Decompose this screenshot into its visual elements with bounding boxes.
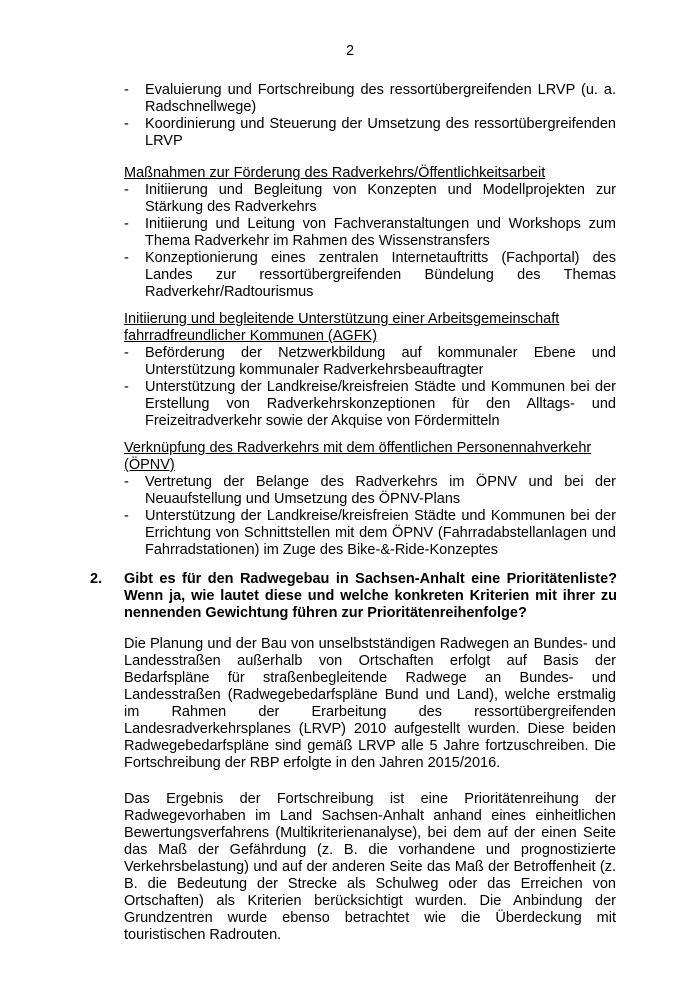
answer-paragraph: Das Ergebnis der Fortschreibung ist eine Prioritätenreihung der Radwegevorhaben im Land Sachsen-Anhalt anhand eines einheitlichen Bewertungsverfahrens (Multikriterienanalyse), bei dem auf der einen Seite das Maß der Gefährdung (z. B. die vorhandene und prognostizierte Verkehrsbelastung) und auf der anderen Seite das Maß der Betroffenheit (z. B. die Bedeutung der Strecke als Schulweg oder das Erreichen von Ortschaften) als Kriterien berücksichtigt wurden. Die Anbindung der Grundzentren wurde ebenso betrachtet wie die Überdeckung mit touristischen Radrouten.	[124, 791, 616, 943]
bullet-dash: -	[124, 82, 129, 98]
list-item: - Konzeptionierung eines zentralen Internetauftritts (Fachportal) des Landes zur ressortübergreifenden Bündelung des Themas Radverkehr/Radtourismus	[124, 250, 616, 300]
bullet-dash: -	[124, 379, 129, 395]
top-list	[124, 82, 616, 150]
list-item: - Initiierung und Leitung von Fachveranstaltungen und Workshops zum Thema Radverkehr im Rahmen des Wissenstransfers	[124, 216, 616, 249]
list-item: - Unterstützung der Landkreise/kreisfreien Städte und Kommunen bei der Erstellung von Radverkehrskonzeptionen für den Alltags- und Freizeitradverkehr sowie der Akquise von Fördermitteln	[124, 379, 616, 429]
list-item: - Vertretung der Belange des Radverkehrs im ÖPNV und bei der Neuaufstellung und Umsetzung des ÖPNV-Plans	[124, 474, 616, 507]
section-heading: Verknüpfung des Radverkehrs mit dem öffentlichen Personennahverkehr (ÖPNV)	[124, 440, 592, 473]
answer-paragraph: Die Planung und der Bau von unselbstständigen Radwegen an Bundes- und Landesstraßen außerhalb von Ortschaften erfolgt auf Basis der Bedarfspläne für straßenbegleitende Radwege an Bundes- und Landesstraßen (Radwegebedarfspläne Bund und Land), welche erstmalig im Rahmen der Erarbeitung des ressortübergreifenden Landesradverkehrsplanes (LRVP) 2010 aufgestellt wurden. Diese beiden Radwegebedarfspläne sind gemäß LRVP alle 5 Jahre fortzuschreiben. Die Fortschreibung der RBP erfolgte in den Jahren 2015/2016.	[124, 636, 616, 771]
bullet-dash: -	[124, 508, 129, 524]
section-foerderung	[124, 165, 616, 301]
bullet-dash: -	[124, 250, 129, 266]
bullet-dash: -	[124, 216, 129, 232]
list-item: - Initiierung und Begleitung von Konzepten und Modellprojekten zur Stärkung des Radverkehrs	[124, 182, 616, 215]
section-oepnv	[124, 440, 616, 559]
list-item: - Beförderung der Netzwerkbildung auf kommunaler Ebene und Unterstützung kommunaler Radverkehrsbeauftragter	[124, 345, 616, 378]
question-number: 2.	[90, 571, 103, 587]
list-item: - Koordinierung und Steuerung der Umsetzung des ressortübergreifenden LRVP	[124, 116, 616, 149]
bullet-dash: -	[124, 116, 129, 132]
page-number: 2	[345, 43, 355, 59]
bullet-dash: -	[124, 182, 129, 198]
list-item: - Unterstützung der Landkreise/kreisfreien Städte und Kommunen bei der Errichtung von Schnittstellen mit dem ÖPNV (Fahrradabstellanlagen und Fahrradstationen) im Zuge des Bike-&-Ride-Konzeptes	[124, 508, 616, 558]
section-agfk	[124, 311, 616, 430]
question-text: Gibt es für den Radwegebau in Sachsen-Anhalt eine Prioritätenliste? Wenn ja, wie lautet diese und welche konkreten Kriterien mit ihrer zu nennenden Gewichtung führen zur Prioritätenreihenfolge?	[124, 571, 617, 621]
question-block	[90, 571, 617, 622]
bullet-dash: -	[124, 474, 129, 490]
bullet-dash: -	[124, 345, 129, 361]
list-item: - Evaluierung und Fortschreibung des ressortübergreifenden LRVP (u. a. Radschnellwege)	[124, 82, 616, 115]
section-heading: Initiierung und begleitende Unterstützung einer Arbeitsgemeinschaft fahrradfreundlicher Kommunen (AGFK)	[124, 311, 560, 344]
section-heading: Maßnahmen zur Förderung des Radverkehrs/Öffentlichkeitsarbeit	[124, 165, 546, 181]
